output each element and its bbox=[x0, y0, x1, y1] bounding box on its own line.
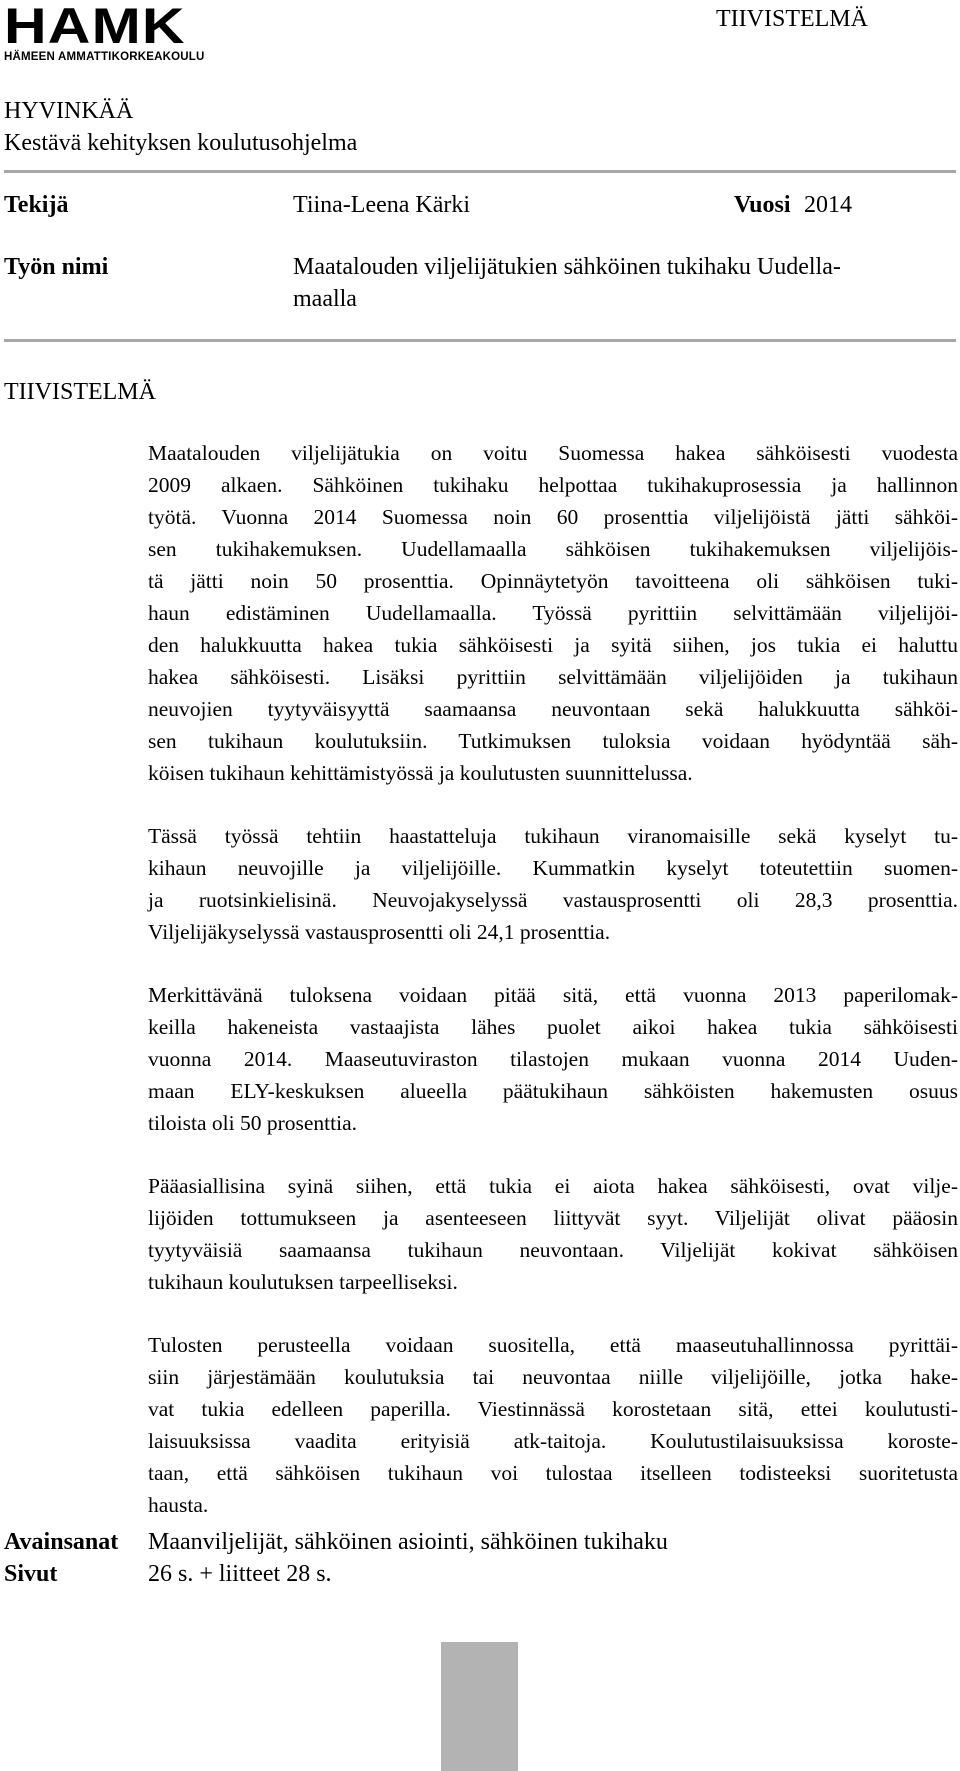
section-title: TIIVISTELMÄ bbox=[4, 379, 156, 405]
abstract-paragraph bbox=[148, 1329, 958, 1521]
abstract-line: ja ruotsinkielisinä. Neuvojakyselyssä vastausprosentti oli 28,3 prosenttia. bbox=[148, 888, 958, 912]
abstract-line: 2009 alkaen. Sähköinen tukihaku helpottaa tukihakuprosessia ja hallinnon bbox=[148, 473, 958, 497]
thesis-title-line: maalla bbox=[293, 286, 357, 312]
title-label: Työn nimi bbox=[4, 254, 109, 280]
abstract-line: kihaun neuvojille ja viljelijöille. Kummatkin kyselyt toteutettiin suomen- bbox=[148, 856, 958, 880]
abstract-line: haun edistäminen Uudellamaalla. Työssä pyrittiin selvittämään viljelijöi- bbox=[148, 601, 958, 625]
page-marker-block bbox=[441, 1642, 518, 1771]
abstract-line: hausta. bbox=[148, 1493, 209, 1517]
abstract-line: sen tukihaun koulutuksiin. Tutkimuksen tuloksia voidaan hyödyntää säh- bbox=[148, 729, 958, 753]
author-label: Tekijä bbox=[4, 192, 69, 218]
abstract-line: Tässä työssä tehtiin haastatteluja tukihaun viranomaisille sekä kyselyt tu- bbox=[148, 824, 958, 848]
year-label: Vuosi bbox=[734, 192, 791, 218]
abstract-line: Maatalouden viljelijätukia on voitu Suomessa hakea sähköisesti vuodesta bbox=[148, 441, 958, 465]
abstract-line: siin järjestämään koulutuksia tai neuvontaa niille viljelijöille, jotka hake- bbox=[148, 1365, 958, 1389]
divider-middle bbox=[4, 339, 956, 342]
abstract-line: maan ELY-keskuksen alueella päätukihaun sähköisten hakemusten osuus bbox=[148, 1079, 958, 1103]
campus-name: HYVINKÄÄ bbox=[4, 98, 134, 124]
abstract-line: Viljelijäkyselyssä vastausprosentti oli 24,1 prosenttia. bbox=[148, 920, 611, 944]
keywords-label: Avainsanat bbox=[4, 1529, 119, 1555]
logo-wordmark: HAMK bbox=[4, 0, 186, 54]
programme-name: Kestävä kehityksen koulutusohjelma bbox=[4, 130, 358, 156]
hamk-logo bbox=[4, 0, 244, 66]
abstract-line: sen tukihakemuksen. Uudellamaalla sähköisen tukihakemuksen viljelijöis- bbox=[148, 537, 958, 561]
abstract-line: hakea sähköisesti. Lisäksi pyrittiin selvittämään viljelijöiden ja tukihaun bbox=[148, 665, 958, 689]
year-value: 2014 bbox=[804, 192, 852, 218]
abstract-line: vuonna 2014. Maaseutuviraston tilastojen mukaan vuonna 2014 Uuden- bbox=[148, 1047, 958, 1071]
abstract-line: tyytyväisiä saamaansa tukihaun neuvontaan. Viljelijät kokivat sähköisen bbox=[148, 1238, 958, 1262]
abstract-line: Tulosten perusteella voidaan suositella, että maaseutuhallinnossa pyrittäi- bbox=[148, 1333, 958, 1357]
keywords-value: Maanviljelijät, sähköinen asiointi, sähköinen tukihaku bbox=[148, 1529, 668, 1555]
document-type: TIIVISTELMÄ bbox=[716, 6, 868, 32]
abstract-line: den halukkuutta hakea tukia sähköisesti ja syitä siihen, jos tukia ei haluttu bbox=[148, 633, 958, 657]
logo-subtitle: HÄMEEN AMMATTIKORKEAKOULU bbox=[4, 51, 205, 63]
abstract-line: köisen tukihaun kehittämistyössä ja koulutusten suunnittelussa. bbox=[148, 761, 693, 785]
abstract-line: tukihaun koulutuksen tarpeelliseksi. bbox=[148, 1270, 458, 1294]
abstract-paragraph bbox=[148, 1170, 958, 1298]
abstract-paragraph bbox=[148, 979, 958, 1139]
abstract-line: lijöiden tottumukseen ja asenteeseen liittyvät syyt. Viljelijät olivat pääosin bbox=[148, 1206, 958, 1230]
author-value: Tiina-Leena Kärki bbox=[293, 192, 471, 218]
abstract-paragraph bbox=[148, 437, 958, 789]
abstract-line: vat tukia edelleen paperilla. Viestinnässä korostetaan sitä, ettei koulutusti- bbox=[148, 1397, 958, 1421]
abstract-line: neuvojien tyytyväisyyttä saamaansa neuvontaan sekä halukkuutta sähköi- bbox=[148, 697, 958, 721]
abstract-line: tiloista oli 50 prosenttia. bbox=[148, 1111, 358, 1135]
abstract-line: Merkittävänä tuloksena voidaan pitää sitä, että vuonna 2013 paperilomak- bbox=[148, 983, 958, 1007]
divider-top bbox=[4, 170, 956, 173]
abstract-line: työtä. Vuonna 2014 Suomessa noin 60 prosenttia viljelijöistä jätti sähköi- bbox=[148, 505, 958, 529]
abstract-line: laisuuksissa vaadita erityisiä atk-taitoja. Koulutustilaisuuksissa koroste- bbox=[148, 1429, 958, 1453]
thesis-title-line: Maatalouden viljelijätukien sähköinen tukihaku Uudella- bbox=[293, 254, 841, 280]
unit-info bbox=[4, 96, 357, 160]
abstract-line: taan, että sähköisen tukihaun voi tulostaa itselleen todisteeksi suoritetusta bbox=[148, 1461, 958, 1485]
thesis-title bbox=[293, 252, 913, 316]
pages-value: 26 s. + liitteet 28 s. bbox=[148, 1561, 332, 1587]
abstract-line: Pääasiallisina syinä siihen, että tukia ei aiota hakea sähköisesti, ovat vilje- bbox=[148, 1174, 958, 1198]
abstract-line: tä jätti noin 50 prosenttia. Opinnäytetyön tavoitteena oli sähköisen tuki- bbox=[148, 569, 958, 593]
abstract-paragraph bbox=[148, 820, 958, 948]
pages-label: Sivut bbox=[4, 1561, 58, 1587]
abstract-body bbox=[148, 437, 958, 1552]
abstract-line: keilla hakeneista vastaajista lähes puolet aikoi hakea tukia sähköisesti bbox=[148, 1015, 958, 1039]
